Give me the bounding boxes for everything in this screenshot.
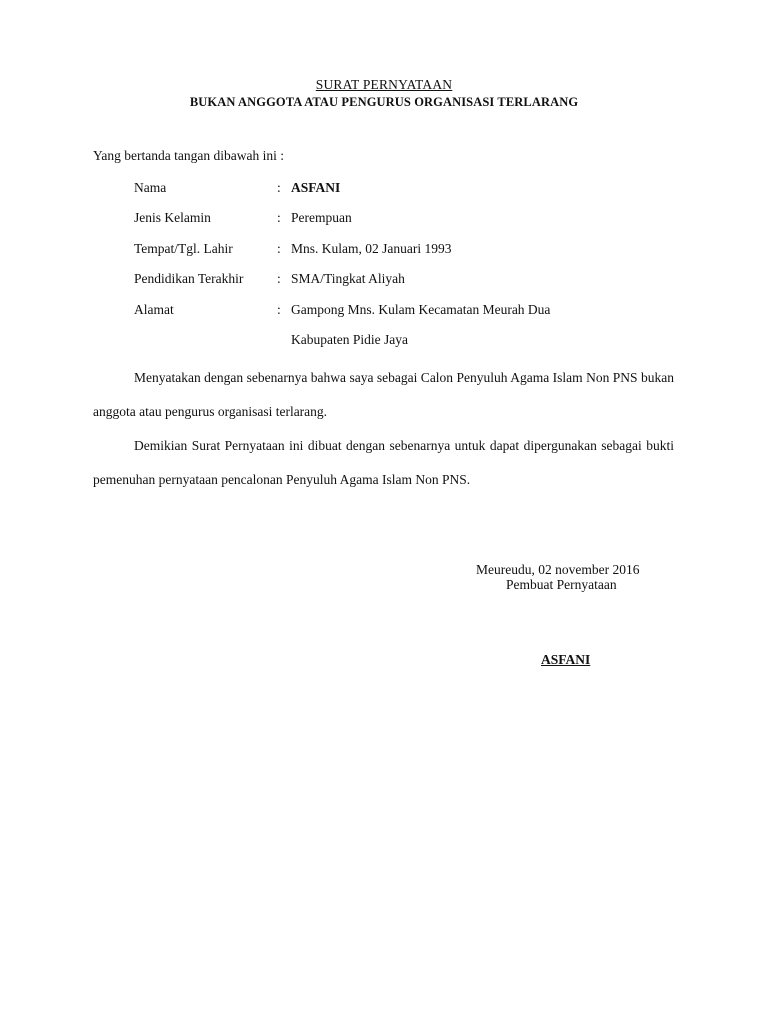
field-label: Alamat <box>134 302 174 317</box>
signer-name: ASFANI <box>541 652 591 667</box>
field-colon: : <box>277 180 281 195</box>
field-label: Tempat/Tgl. Lahir <box>134 241 233 256</box>
field-label: Jenis Kelamin <box>134 210 211 225</box>
letter-subtitle: BUKAN ANGGOTA ATAU PENGURUS ORGANISASI TERLARANG <box>189 95 579 109</box>
place-date: Meureudu, 02 november 2016 <box>476 562 640 577</box>
field-colon: : <box>277 210 281 225</box>
field-label: Nama <box>134 180 167 195</box>
field-colon: : <box>277 271 281 286</box>
field-colon: : <box>277 241 281 256</box>
address-continuation: Kabupaten Pidie Jaya <box>291 332 408 347</box>
field-value: Perempuan <box>291 210 352 225</box>
letter-title: SURAT PERNYATAAN <box>315 77 453 92</box>
intro-text: Yang bertanda tangan dibawah ini : <box>93 148 284 163</box>
field-value: Mns. Kulam, 02 Januari 1993 <box>291 241 452 256</box>
maker-label: Pembuat Pernyataan <box>506 577 617 592</box>
field-label: Pendidikan Terakhir <box>134 271 244 286</box>
field-value: SMA/Tingkat Aliyah <box>291 271 405 286</box>
field-value: Gampong Mns. Kulam Kecamatan Meurah Dua <box>291 302 551 317</box>
closing-paragraph: Demikian Surat Pernyataan ini dibuat dengan sebenarnya untuk dapat dipergunakan sebagai bukti pemenuhan pernyataan pencalonan Penyuluh Agama Islam Non PNS. <box>93 438 674 487</box>
field-value: ASFANI <box>291 180 341 195</box>
statement-paragraph: Menyatakan dengan sebenarnya bahwa saya sebagai Calon Penyuluh Agama Islam Non PNS bukan anggota atau pengurus organisasi terlarang. <box>93 370 674 419</box>
field-colon: : <box>277 302 281 317</box>
